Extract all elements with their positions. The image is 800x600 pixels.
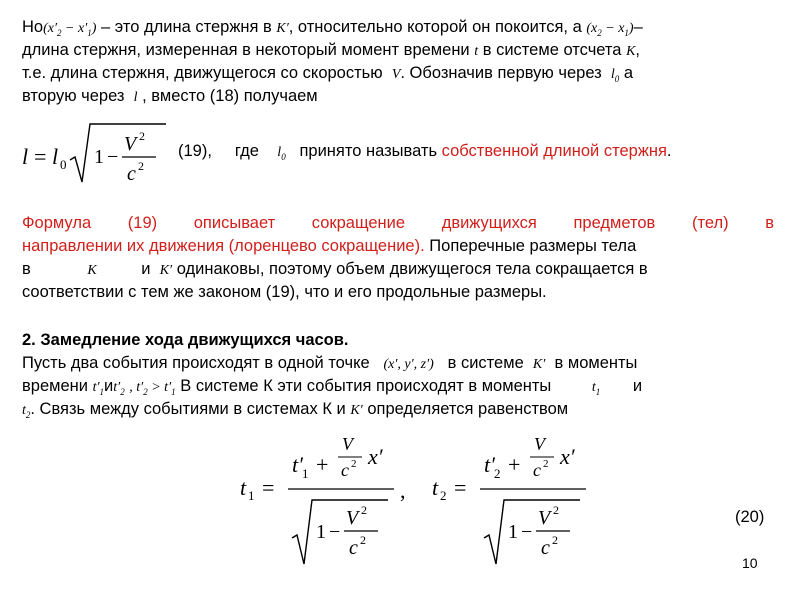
p1-line1 bbox=[22, 17, 643, 43]
eq19-l0-sub: 0 bbox=[60, 157, 67, 172]
text-at-moments: в моменты bbox=[554, 354, 638, 372]
s2-line2 bbox=[22, 376, 642, 402]
symbol-l0: $l_0$ bbox=[610, 67, 620, 84]
text-denote: . Обозначив первую через bbox=[400, 64, 602, 82]
text-period: . bbox=[666, 142, 672, 160]
eq20-t1-sub: 1 bbox=[248, 488, 255, 503]
eq20-num1-c-exp: 2 bbox=[351, 458, 357, 470]
eq20-num1-plus: + bbox=[316, 452, 329, 477]
s2-line1 bbox=[22, 353, 637, 375]
p1-line4 bbox=[22, 86, 318, 108]
eq20-num2-c: c bbox=[533, 460, 541, 480]
eq20-den1-minus: − bbox=[329, 521, 341, 543]
text-two-events: Пусть два события происходят в одной точке bbox=[22, 354, 370, 372]
text-in-frame: в системе отсчета bbox=[482, 41, 622, 59]
eq20-t2-sub: 2 bbox=[440, 488, 447, 503]
eq20-equals-2: = bbox=[454, 475, 467, 500]
eq20-num2-xp: x′ bbox=[560, 444, 575, 469]
eq20-den2-V-exp: 2 bbox=[553, 503, 559, 517]
formula-x2p-x1p: $(x'_2 - x'_1)$ bbox=[43, 21, 97, 38]
p1-line2 bbox=[22, 40, 640, 62]
eq20-t1: t bbox=[240, 475, 247, 500]
symbol-Kprime-b: K′ bbox=[159, 263, 173, 278]
text-comma: , bbox=[635, 41, 641, 59]
section2-heading: 2. Замедление хода движущихся часов. bbox=[22, 331, 349, 349]
eq20-num1-V: V bbox=[342, 434, 353, 454]
text-second: вторую через bbox=[22, 87, 125, 105]
text-no: Но bbox=[22, 18, 44, 36]
text-lorentz: направлении их движения (лоренцево сокращение). bbox=[22, 237, 425, 255]
text-defined-by: определяется равенством bbox=[367, 400, 569, 418]
text-and-d: и bbox=[632, 377, 643, 395]
eq20-t2: t bbox=[432, 475, 439, 500]
text-proper-length: собственной длиной стержня bbox=[441, 142, 667, 160]
text-rod-length: – это длина стержня в bbox=[101, 18, 272, 36]
formula-xyz: (x′, y′, z′) bbox=[383, 357, 434, 372]
eq20-num1-xp: x′ bbox=[368, 444, 383, 469]
formula-x2-x1: $(x_2 - x_1)$ bbox=[586, 21, 634, 38]
symbol-Kprime-d: K′ bbox=[350, 403, 363, 418]
eq20-comma: , bbox=[400, 478, 406, 503]
text-dash: – bbox=[633, 18, 643, 36]
symbol-K: K bbox=[626, 44, 636, 59]
text-measured: длина стержня, измеренная в некоторый момент времени bbox=[22, 41, 470, 59]
text-called: принято называть bbox=[299, 142, 438, 160]
eq19-l: l bbox=[22, 144, 29, 169]
equation-19 bbox=[20, 118, 170, 194]
symbol-Kprime: K′ bbox=[276, 21, 289, 36]
symbol-t1p: $t'_1$ bbox=[92, 380, 105, 397]
eq19-V: V bbox=[124, 133, 137, 155]
eq20-den2-V: V bbox=[538, 507, 551, 529]
text-in-K: В системе К эти события происходят в моменты bbox=[180, 377, 552, 395]
eq20-den1-c-exp: 2 bbox=[360, 533, 366, 547]
text-time: времени bbox=[22, 377, 88, 395]
eq20-den2-c: c bbox=[541, 537, 550, 559]
eq20-den2-one: 1 bbox=[508, 521, 518, 543]
text-moving-rod: т.е. длина стержня, движущегося со скоростью bbox=[22, 64, 383, 82]
eq20-equals-1: = bbox=[262, 475, 275, 500]
text-transverse: Поперечные размеры тела bbox=[429, 237, 637, 255]
eq20-num2-plus: + bbox=[508, 452, 521, 477]
eq19-l0: l bbox=[52, 144, 59, 169]
text-and: а bbox=[623, 64, 634, 82]
eq20-num1-t1p: t′ bbox=[292, 452, 303, 477]
symbol-l: l bbox=[133, 90, 138, 105]
symbol-K-b: K bbox=[87, 263, 97, 278]
text-in: в bbox=[22, 260, 31, 278]
eq20-den2-c-exp: 2 bbox=[552, 533, 558, 547]
eq19-number: (19), bbox=[178, 142, 212, 160]
p1-line3 bbox=[22, 63, 633, 89]
text-identical: одинаковы, поэтому объем движущегося тела сокращается в bbox=[176, 260, 648, 278]
eq19-one: 1 bbox=[94, 146, 104, 168]
text-in-system: в системе bbox=[447, 354, 524, 372]
eq20-num2-V: V bbox=[534, 434, 545, 454]
text-instead: , вместо (18) получаем bbox=[142, 87, 318, 105]
eq20-den1-V: V bbox=[346, 507, 359, 529]
eq20-num1-t1p-sub: 1 bbox=[302, 466, 309, 481]
eq19-equals: = bbox=[34, 144, 47, 169]
eq20-num1-c: c bbox=[341, 460, 349, 480]
eq20-num2-c-exp: 2 bbox=[543, 458, 549, 470]
symbol-t2: $t_2$ bbox=[22, 403, 31, 420]
symbol-l0-b: $l_0$ bbox=[277, 145, 286, 162]
text-connection: . Связь между событиями в системах К и bbox=[30, 400, 346, 418]
text-and-c: и bbox=[104, 377, 114, 395]
p2-line3 bbox=[22, 259, 648, 281]
page-number: 10 bbox=[742, 555, 758, 571]
text-relative: , относительно которой он покоится, а bbox=[288, 18, 582, 36]
eq20-num2-t2p-sub: 2 bbox=[494, 466, 501, 481]
eq19-c: c bbox=[127, 163, 136, 185]
eq20-num2-t2p: t′ bbox=[484, 452, 495, 477]
symbol-t2p: $t'_2$ bbox=[113, 380, 125, 397]
p2-line1: Формула (19) описывает сокращение движущихся предметов (тел) в bbox=[22, 214, 774, 232]
equation-20 bbox=[240, 420, 600, 570]
symbol-t1: $t_1$ bbox=[591, 380, 601, 397]
eq19-caption bbox=[178, 141, 672, 167]
text-and-b: и bbox=[141, 260, 151, 278]
symbol-V: V bbox=[391, 67, 401, 82]
eq20-den1-c: c bbox=[349, 537, 358, 559]
eq19-V-exp: 2 bbox=[139, 129, 145, 143]
p2-line4: соответствии с тем же законом (19), что и его продольные размеры. bbox=[22, 283, 547, 301]
eq19-c-exp: 2 bbox=[138, 159, 144, 173]
p2-line2 bbox=[22, 236, 636, 256]
eq20-den2-minus: − bbox=[521, 521, 533, 543]
eq20-den1-one: 1 bbox=[316, 521, 326, 543]
eq19-minus: − bbox=[107, 146, 119, 168]
text-where: где bbox=[234, 142, 259, 160]
symbol-t: t bbox=[474, 44, 479, 59]
eq20-number: (20) bbox=[735, 508, 765, 526]
eq20-den1-V-exp: 2 bbox=[361, 503, 367, 517]
formula-t2p-gt-t1p: , $t'_2 > t'_1$ bbox=[129, 380, 176, 397]
symbol-Kprime-c: K′ bbox=[532, 357, 546, 372]
